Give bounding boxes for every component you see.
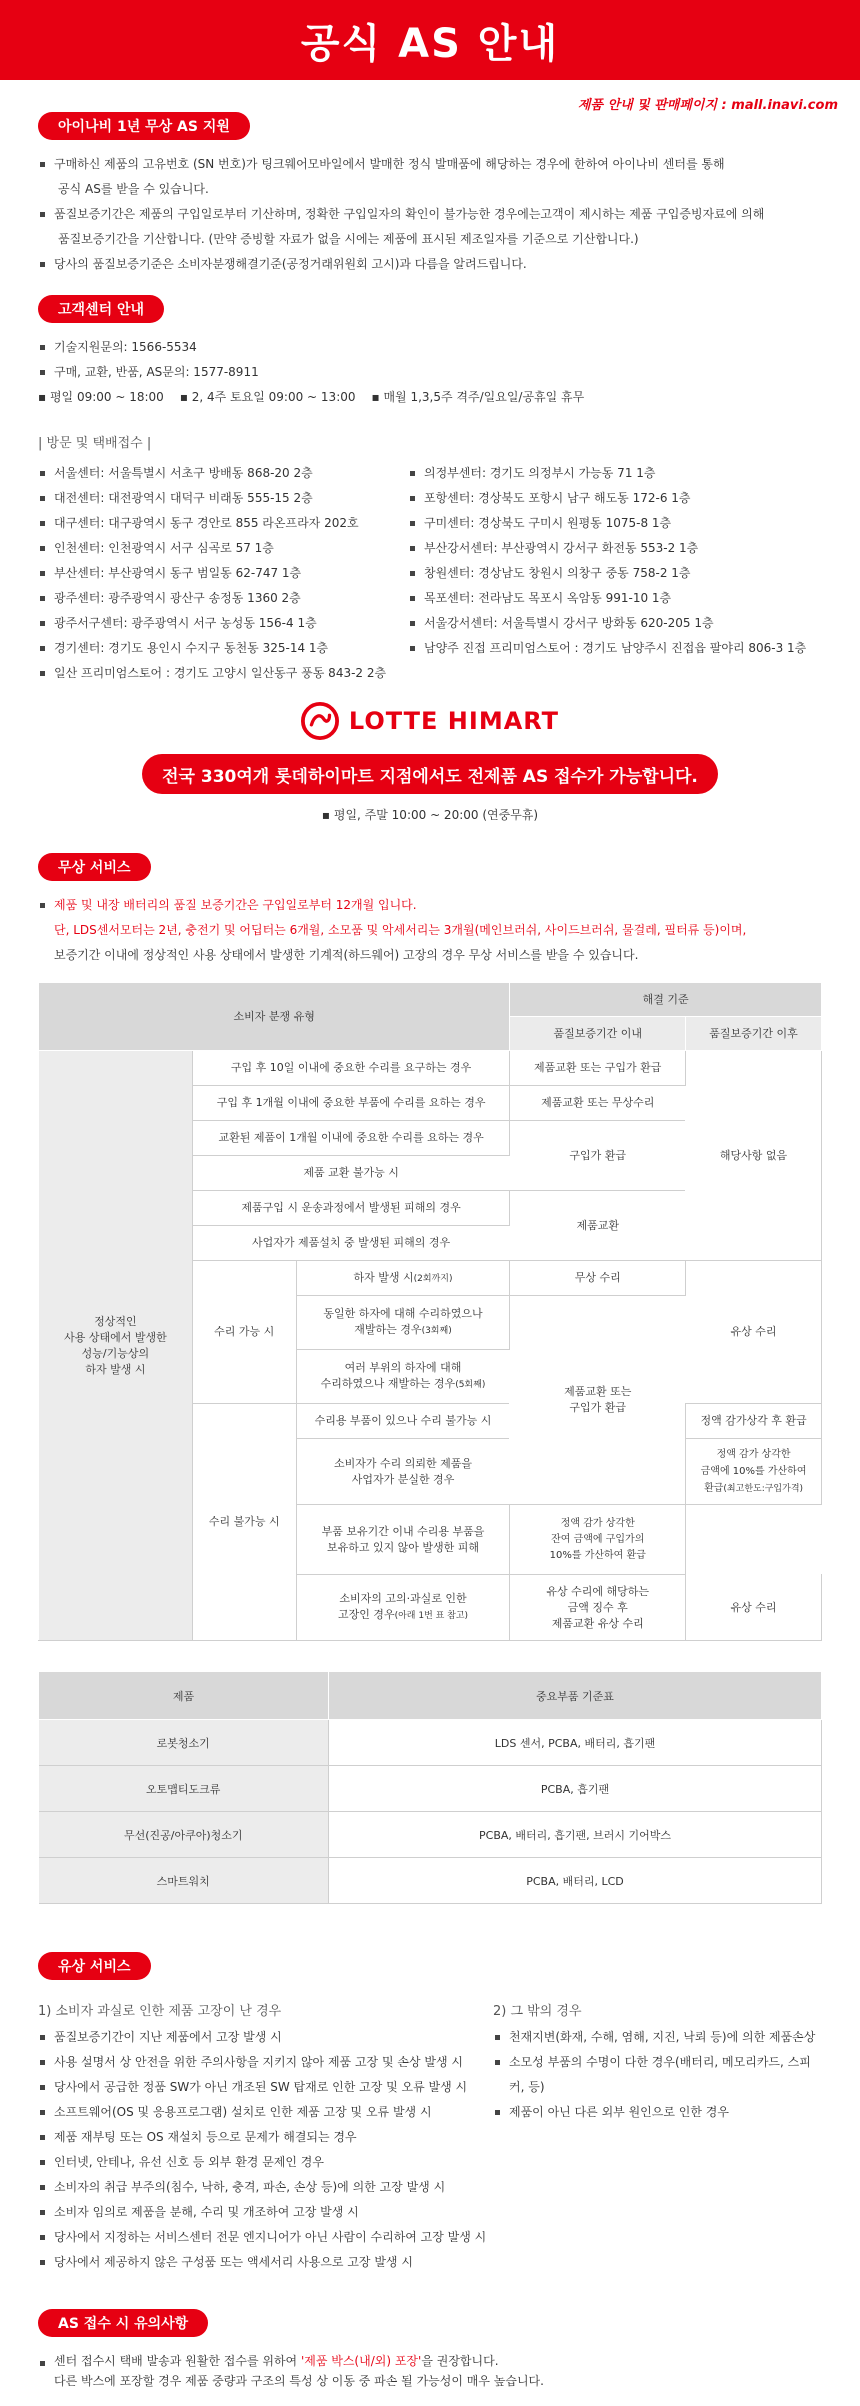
table-cell: 제품교환 또는 구입가 환급 — [510, 1051, 686, 1086]
center-item: 목포센터: 전라남도 목포시 옥암동 991-10 1층 — [408, 586, 822, 611]
list-item: 구매하신 제품의 고유번호 (SN 번호)가 팅크웨어모바일에서 발매한 정식 발매품에 해당하는 경우에 한하여 아이나비 센터를 통해 — [38, 152, 822, 177]
mall-link[interactable]: 제품 안내 및 판매페이지 : mall.inavi.com — [577, 98, 838, 113]
table-cell: 정액 감가상각 후 환급 — [686, 1404, 822, 1439]
product-cell: 스마트워치 — [39, 1858, 329, 1904]
list-item: 제품 재부팅 또는 OS 재설치 등으로 문제가 해결되는 경우 — [38, 2125, 493, 2150]
table-cell: 수리용 부품이 있으나 수리 불가능 시 — [296, 1404, 510, 1439]
table-cell: 정액 감가 상각한 잔여 금액에 구입가의 10%를 가산하여 환급 — [510, 1505, 686, 1575]
list-item: 당사에서 공급한 정품 SW가 아닌 개조된 SW 탑재로 인한 고장 및 오류 발생 시 — [38, 2075, 493, 2100]
list-item: 인터넷, 안테나, 유선 신호 등 외부 환경 문제인 경우 — [38, 2150, 493, 2175]
warranty-note-parts: 단, LDS센서모터는 2년, 충전기 및 어딥터는 6개월, 소모품 및 악세서리는 3개월(메인브러쉬, 사이드브러쉬, 물걸레, 필터류 등)이며, — [54, 923, 747, 937]
center-item: 남양주 진접 프리미엄스토어 : 경기도 남양주시 진접읍 팔야리 806-3 1층 — [408, 636, 822, 661]
list-item: 품질보증기간을 기산합니다. (만약 증빙할 자료가 없을 시에는 제품에 표시된 제조일자를 기준으로 기산합니다.) — [58, 232, 639, 246]
lotte-logo-text: LOTTE HIMART — [348, 707, 560, 735]
parts-cell: PCBA, 배터리, LCD — [329, 1858, 822, 1904]
hours-weekday: ▪ 평일 09:00 ~ 18:00 — [38, 390, 164, 404]
table-cell: 구입 후 1개월 이내에 중요한 부품에 수리를 요하는 경우 — [192, 1086, 510, 1121]
dispute-table — [38, 982, 822, 1641]
table-cell: 구입 후 10일 이내에 중요한 수리를 요구하는 경우 — [192, 1051, 510, 1086]
table-cell: 제품 교환 불가능 시 — [192, 1156, 510, 1191]
list-item: 소모성 부품의 수명이 다한 경우(배터리, 메모리카드, 스피커, 등) — [493, 2050, 822, 2100]
purchase-phone: 구매, 교환, 반품, AS문의: 1577-8911 — [38, 360, 822, 385]
list-item: 소프트웨어(OS 및 응용프로그램) 설치로 인한 제품 고장 및 오류 발생 시 — [38, 2100, 493, 2125]
center-item: 서울센터: 서울특별시 서초구 방배동 868-20 2층 — [38, 461, 408, 486]
paid-service-section — [38, 1904, 822, 2275]
center-item: 창원센터: 경상남도 창원시 의창구 중동 758-2 1층 — [408, 561, 822, 586]
table-header-in: 품질보증기간 이내 — [510, 1017, 686, 1051]
parts-table — [38, 1671, 822, 1904]
notice-section — [38, 2275, 822, 2391]
tech-support-phone: 기술지원문의: 1566-5534 — [38, 335, 822, 360]
table-cell: 제품구입 시 운송과정에서 발생된 피해의 경우 — [192, 1191, 510, 1226]
list-item: 제품이 아닌 다른 외부 원인으로 인한 경우 — [493, 2100, 822, 2125]
table-header-type: 소비자 분쟁 유형 — [39, 983, 510, 1051]
paid-left-title: 1) 소비자 과실로 인한 제품 고장이 난 경우 — [38, 2004, 282, 2019]
lotte-hours: ▪ 평일, 주말 10:00 ~ 20:00 (연중무휴) — [321, 808, 539, 822]
parts-cell: PCBA, 배터리, 흡기팬, 브러시 기어박스 — [329, 1812, 822, 1858]
table-cell: 구입가 환급 — [510, 1121, 686, 1191]
center-item: 광주서구센터: 광주광역시 서구 농성동 156-4 1층 — [38, 611, 408, 636]
list-item: 소비자의 취급 부주의(침수, 낙하, 충격, 파손, 손상 등)에 의한 고장 발생 시 — [38, 2175, 493, 2200]
customer-center-title: 고객센터 안내 — [38, 295, 164, 323]
table-row — [39, 1766, 822, 1812]
notice-title: AS 접수 시 유의사항 — [38, 2309, 208, 2337]
center-item: 부산센터: 부산광역시 동구 범일동 62-747 1층 — [38, 561, 408, 586]
table-cell: 사업자가 제품설치 중 발생된 피해의 경우 — [192, 1226, 510, 1261]
free-support-title: 아이나비 1년 무상 AS 지원 — [38, 112, 250, 140]
table-cell: 동일한 하자에 대해 수리하였으나 재발하는 경우(3회째) — [296, 1296, 510, 1350]
page-header — [0, 0, 860, 80]
customer-center-section — [38, 277, 822, 686]
hours-closed: ▪ 매월 1,3,5주 격주/일요일/공휴일 휴무 — [371, 390, 585, 404]
table-header-resolve: 해결 기준 — [510, 983, 822, 1017]
page-title: 공식 AS 안내 — [300, 20, 560, 67]
table-cell: 소비자의 고의·과실로 인한 고장인 경우(아래 1번 표 참고) — [296, 1575, 510, 1641]
table-cell: 제품교환 — [510, 1191, 686, 1261]
table-row — [39, 1812, 822, 1858]
free-service-title: 무상 서비스 — [38, 853, 151, 881]
centers-left-list — [38, 461, 408, 686]
table-cell: 유상 수리 — [686, 1261, 822, 1404]
product-cell: 오토맵티도크류 — [39, 1766, 329, 1812]
warranty-note: 제품 및 내장 배터리의 품질 보증기간은 구입일로부터 12개월 입니다. — [38, 893, 822, 918]
list-item: 사용 설명서 상 안전을 위한 주의사항을 지키지 않아 제품 고장 및 손상 발생 시 — [38, 2050, 493, 2075]
lotte-banner: 전국 330여개 롯데하이마트 지점에서도 전제품 AS 접수가 가능합니다. — [142, 754, 718, 794]
center-item: 구미센터: 경상북도 구미시 원평동 1075-8 1층 — [408, 511, 822, 536]
warranty-note-service: 보증기간 이내에 정상적인 사용 상태에서 발생한 기계적(하드웨어) 고장의 경우 무상 서비스를 받을 수 있습니다. — [54, 948, 639, 962]
product-cell: 무선(진공/아쿠아)청소기 — [39, 1812, 329, 1858]
center-item: 광주센터: 광주광역시 광산구 송정동 1360 2층 — [38, 586, 408, 611]
table-cell: 부품 보유기간 이내 수리용 부품을 보유하고 있지 않아 발생한 피해 — [296, 1505, 510, 1575]
table-cell: 수리 불가능 시 — [192, 1404, 296, 1641]
lotte-himart-logo — [38, 702, 822, 740]
parts-header-product: 제품 — [39, 1672, 329, 1720]
hours-row — [38, 385, 822, 410]
table-cell: 여러 부위의 하자에 대해 수리하였으나 재발하는 경우(5회째) — [296, 1350, 510, 1404]
list-item: 당사에서 제공하지 않은 구성품 또는 액세서리 사용으로 고장 발생 시 — [38, 2250, 493, 2275]
table-row — [39, 1858, 822, 1904]
normal-use-label: 정상적인 사용 상태에서 발생한 성능/기능상의 하자 발생 시 — [39, 1051, 193, 1641]
parts-cell: LDS 센서, PCBA, 배터리, 흡기팬 — [329, 1720, 822, 1766]
center-item: 대전센터: 대전광역시 대덕구 비래동 555-15 2층 — [38, 486, 408, 511]
list-item: 소비자 임의로 제품을 분해, 수리 및 개조하여 고장 발생 시 — [38, 2200, 493, 2225]
center-item: 경기센터: 경기도 용인시 수지구 동천동 325-14 1층 — [38, 636, 408, 661]
table-cell: 유상 수리 — [686, 1575, 822, 1641]
table-cell: 제품교환 또는 구입가 환급 — [510, 1296, 686, 1505]
paid-right-title: 2) 그 밖의 경우 — [493, 2004, 582, 2019]
parts-cell: PCBA, 흡기팬 — [329, 1766, 822, 1812]
lotte-logo-icon — [301, 702, 339, 740]
table-header-out: 품질보증기간 이후 — [686, 1017, 822, 1051]
notice-line: 다른 박스에 포장할 경우 제품 중량과 구조의 특성 상 이동 중 파손 될 가능성이 매우 높습니다. — [54, 2374, 544, 2388]
table-cell: 무상 수리 — [510, 1261, 686, 1296]
paid-service-title: 유상 서비스 — [38, 1952, 151, 1980]
table-cell: 유상 수리에 해당하는 금액 징수 후 제품교환 유상 수리 — [510, 1575, 686, 1641]
product-cell: 로봇청소기 — [39, 1720, 329, 1766]
center-item: 포항센터: 경상북도 포항시 남구 해도동 172-6 1층 — [408, 486, 822, 511]
table-cell: 교환된 제품이 1개월 이내에 중요한 수리를 요하는 경우 — [192, 1121, 510, 1156]
list-item: 당사의 품질보증기준은 소비자분쟁해결기준(공정거래위원회 고시)과 다름을 알려드립니다. — [38, 252, 822, 277]
list-item: 품질보증기간이 지난 제품에서 고장 발생 시 — [38, 2025, 493, 2050]
list-item: 공식 AS를 받을 수 있습니다. — [58, 182, 209, 196]
notice-line: 센터 접수시 택배 발송과 원활한 접수를 위하여 '제품 박스(내/외) 포장'을 권장합니다. — [38, 2351, 822, 2371]
center-item: 인천센터: 인천광역시 서구 심곡로 57 1층 — [38, 536, 408, 561]
visit-title: | 방문 및 택배접수 | — [38, 436, 152, 451]
center-item: 일산 프리미엄스토어 : 경기도 고양시 일산동구 풍동 843-2 2층 — [38, 661, 408, 686]
center-item: 대구센터: 대구광역시 동구 경안로 855 라온프라자 202호 — [38, 511, 408, 536]
table-cell: 하자 발생 시(2회까지) — [296, 1261, 510, 1296]
table-cell: 수리 가능 시 — [192, 1261, 296, 1404]
hours-saturday: ▪ 2, 4주 토요일 09:00 ~ 13:00 — [179, 390, 356, 404]
list-item: 당사에서 지정하는 서비스센터 전문 엔지니어가 아닌 사람이 수리하여 고장 발생 시 — [38, 2225, 493, 2250]
centers-right-list — [408, 461, 822, 686]
center-item: 부산강서센터: 부산광역시 강서구 화전동 553-2 1층 — [408, 536, 822, 561]
parts-header-parts: 중요부품 기준표 — [329, 1672, 822, 1720]
list-item: 품질보증기간은 제품의 구입일로부터 기산하며, 정확한 구입일자의 확인이 불가능한 경우에는고객이 제시하는 제품 구입증빙자료에 의해 — [38, 202, 822, 227]
table-cell: 소비자가 수리 의뢰한 제품을 사업자가 분실한 경우 — [296, 1439, 510, 1505]
table-cell: 해당사항 없음 — [686, 1051, 822, 1261]
table-cell: 제품교환 또는 무상수리 — [510, 1086, 686, 1121]
table-row — [39, 1720, 822, 1766]
center-item: 서울강서센터: 서울특별시 강서구 방화동 620-205 1층 — [408, 611, 822, 636]
list-item: 천재지변(화재, 수해, 염해, 지진, 낙뢰 등)에 의한 제품손상 — [493, 2025, 822, 2050]
free-service-section — [38, 823, 822, 1904]
center-item: 의정부센터: 경기도 의정부시 가능동 71 1층 — [408, 461, 822, 486]
table-cell: 정액 감가 상각한 금액에 10%를 가산하여 환급(최고한도:구입가격) — [686, 1439, 822, 1505]
